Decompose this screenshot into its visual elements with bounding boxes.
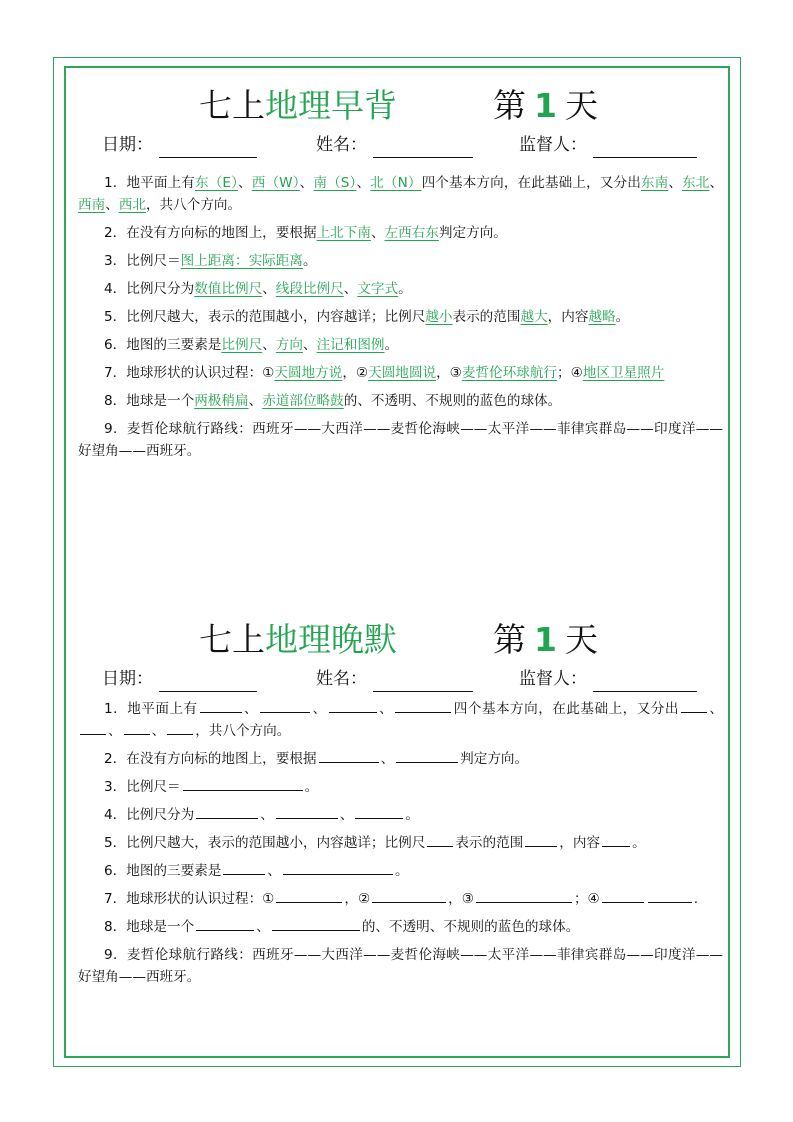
blank[interactable] xyxy=(602,888,644,903)
supervisor-line xyxy=(593,671,697,692)
blank[interactable] xyxy=(200,698,242,713)
title-prefix: 七上 xyxy=(199,620,265,659)
morning-item-7: 7．地球形状的认识过程：①天圆地方说，②天圆地圆说，③麦哲伦环球航行；④地区卫星照片 xyxy=(104,365,665,381)
morning-title xyxy=(78,80,723,132)
blank[interactable] xyxy=(124,720,150,735)
morning-item-3: 3．比例尺＝图上距离：实际距离。 xyxy=(104,253,317,269)
date-field: 日期： xyxy=(102,666,257,692)
blank[interactable] xyxy=(681,698,707,713)
morning-item-1: 1．地平面上有东（E）、西（W）、南（S）、北（N）四个基本方向，在此基础上，又分出东南、东北、西南、西北，共八个方向。 xyxy=(78,175,724,213)
blank[interactable] xyxy=(272,916,360,931)
morning-item-9: 9．麦哲伦球航行路线：西班牙——大西洋——麦哲伦海峡——太平洋——菲律宾群岛——印度洋——好望角——西班牙。 xyxy=(78,421,723,459)
day-label: 第 1 天 xyxy=(493,620,598,659)
blank[interactable] xyxy=(329,698,377,713)
evening-items xyxy=(78,698,723,988)
blank[interactable] xyxy=(196,916,254,931)
blank[interactable] xyxy=(427,832,453,847)
blank[interactable] xyxy=(372,888,446,903)
blank[interactable] xyxy=(355,804,403,819)
name-line xyxy=(373,671,473,692)
blank[interactable] xyxy=(396,748,458,763)
morning-item-6: 6．地图的三要素是比例尺、方向、注记和图例。 xyxy=(104,337,399,353)
evening-item-2: 2．在没有方向标的地图上，要根据 、 判定方向。 xyxy=(78,748,723,770)
name-field: 姓名： xyxy=(316,132,473,158)
title-main: 地理晚默 xyxy=(265,620,397,659)
evening-item-3: 3．比例尺＝ 。 xyxy=(78,776,723,798)
day-number: 1 xyxy=(534,620,557,659)
morning-item-4: 4．比例尺分为数值比例尺、线段比例尺、文字式。 xyxy=(104,281,412,297)
supervisor-line xyxy=(593,137,697,158)
evening-meta-row xyxy=(78,666,723,696)
day-number: 1 xyxy=(534,86,557,125)
date-field: 日期： xyxy=(102,132,257,158)
evening-item-9: 9．麦哲伦球航行路线：西班牙——大西洋——麦哲伦海峡——太平洋——菲律宾群岛——印度洋——好望角——西班牙。 xyxy=(78,947,723,985)
evening-item-6: 6．地图的三要素是 、 。 xyxy=(78,860,723,882)
title-prefix: 七上 xyxy=(199,86,265,125)
title-main: 地理早背 xyxy=(265,86,397,125)
evening-item-5: 5．比例尺越大，表示的范围越小，内容越详；比例尺 表示的范围 ，内容 。 xyxy=(78,832,723,854)
morning-item-5: 5．比例尺越大，表示的范围越小，内容越详；比例尺越小表示的范围越大，内容越略。 xyxy=(104,309,630,325)
evening-section xyxy=(78,614,723,994)
blank[interactable] xyxy=(476,888,572,903)
evening-item-8: 8．地球是一个 、 的、不透明、不规则的蓝色的球体。 xyxy=(78,916,723,938)
supervisor-field: 监督人： xyxy=(519,666,697,692)
morning-section xyxy=(78,80,723,468)
blank[interactable] xyxy=(525,832,557,847)
blank[interactable] xyxy=(602,832,630,847)
blank[interactable] xyxy=(395,698,451,713)
blank[interactable] xyxy=(319,748,379,763)
blank[interactable] xyxy=(276,888,342,903)
date-line xyxy=(159,137,257,158)
name-line xyxy=(373,137,473,158)
morning-item-2: 2．在没有方向标的地图上，要根据上北下南、左西右东判定方向。 xyxy=(104,225,507,241)
blank[interactable] xyxy=(648,888,692,903)
evening-item-1: 1．地平面上有 、 、 、 四个基本方向，在此基础上，又分出 、、 、 ，共八个方向。 xyxy=(78,698,723,742)
name-field: 姓名： xyxy=(316,666,473,692)
evening-item-7: 7．地球形状的认识过程：① ，② ，③ ；④ . xyxy=(78,888,723,910)
blank[interactable] xyxy=(223,860,265,875)
blank[interactable] xyxy=(276,804,338,819)
morning-meta-row xyxy=(78,132,723,162)
blank[interactable] xyxy=(183,776,303,791)
evening-title xyxy=(78,614,723,666)
blank[interactable] xyxy=(196,804,258,819)
blank[interactable] xyxy=(80,720,106,735)
blank[interactable] xyxy=(167,720,193,735)
morning-items xyxy=(78,172,723,462)
date-line xyxy=(159,671,257,692)
evening-item-4: 4．比例尺分为 、 、 。 xyxy=(78,804,723,826)
supervisor-field: 监督人： xyxy=(519,132,697,158)
blank[interactable] xyxy=(260,698,310,713)
morning-item-8: 8．地球是一个两极稍扁、赤道部位略鼓的、不透明、不规则的蓝色的球体。 xyxy=(104,393,562,409)
day-label: 第 1 天 xyxy=(493,86,598,125)
blank[interactable] xyxy=(283,860,393,875)
